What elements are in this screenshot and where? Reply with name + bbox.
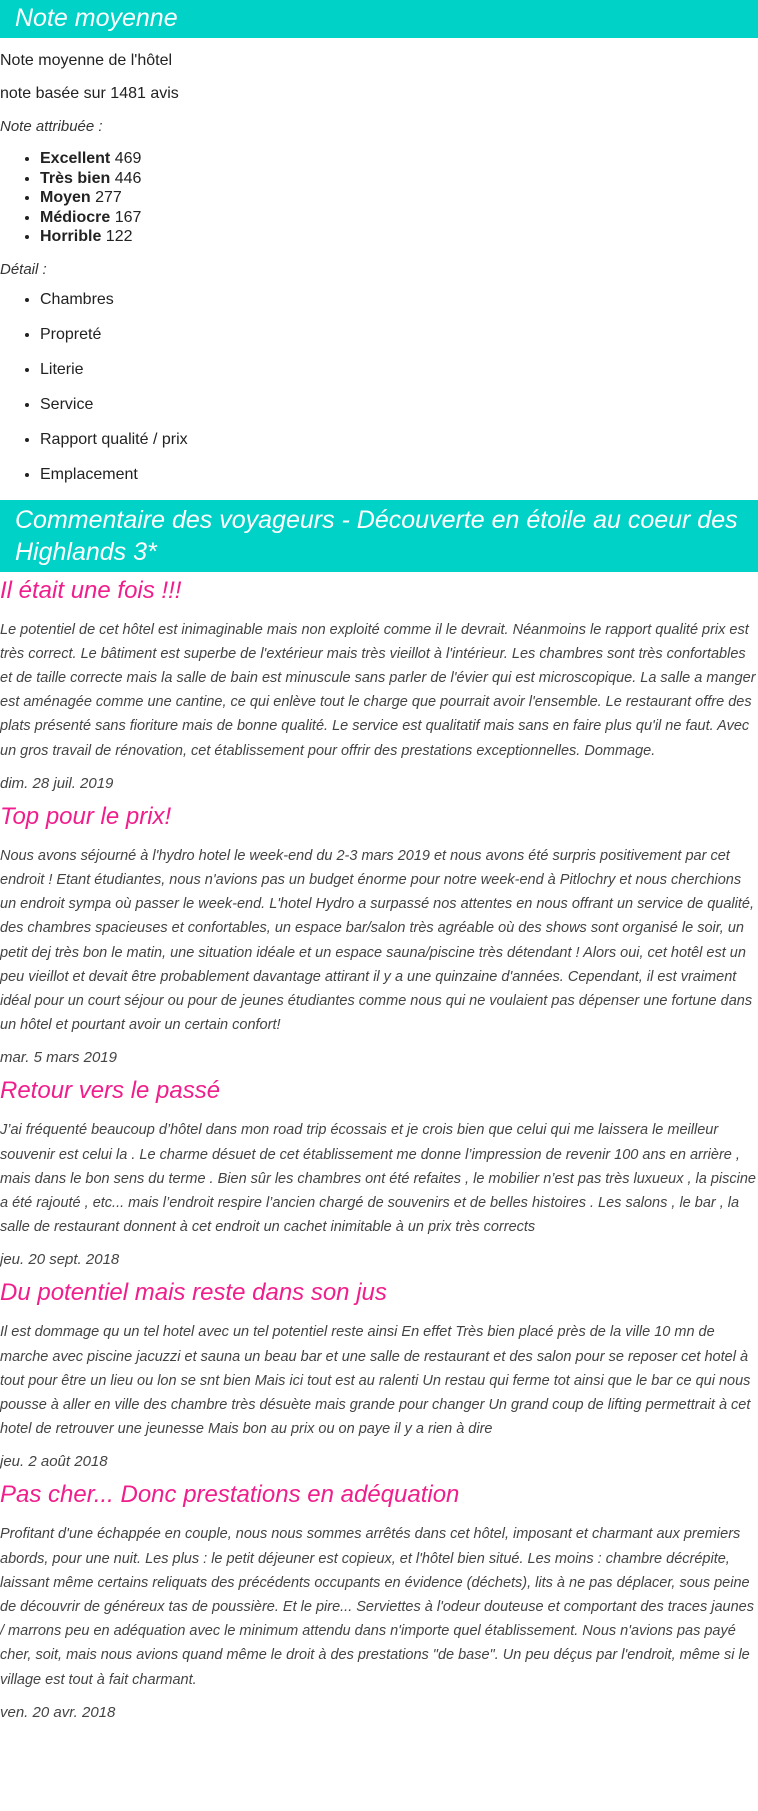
rating-count: 122 [105, 228, 133, 245]
rating-label: Horrible [40, 228, 102, 245]
attributed-rating-label: Note attribuée : [0, 118, 103, 135]
review-count: note basée sur 1481 avis [0, 85, 179, 102]
review-text: Il est dommage qu un tel hotel avec un tel potentiel reste ainsi En effet Très bien placé près de la ville 10 mn de marche avec piscine jacuzzi et sauna un beau bar et une salle de restaurant et des salon pour se reposer cet hotel à tout pour être un lieu ou lon se snt bien Mais ici tout est au ralenti Un restau qui ferme tot ainsi que le bar ce qui nous pousse à aller en ville des chambre très désuète mais grande pour changer Un grand coup de lifting permettrait à cet hotel de retrouver une jeunesse Mais bon au prix ou on paye il y a rien à dire [0, 1324, 751, 1438]
review-card [0, 802, 758, 1067]
rating-breakdown-list [0, 149, 758, 247]
detail-item: • Service [40, 395, 758, 430]
rating-item [40, 188, 758, 208]
rating-label: Médiocre [40, 208, 111, 226]
review-date: ven. 20 avr. 2018 [0, 1703, 116, 1721]
review-date: mar. 5 mars 2019 [0, 1049, 117, 1067]
rating-label: Moyen [40, 189, 91, 206]
detail-item: • Literie [40, 360, 758, 395]
review-date: dim. 28 juil. 2019 [0, 774, 114, 792]
rating-count: 469 [114, 150, 142, 167]
review-date: jeu. 2 août 2018 [0, 1453, 108, 1471]
review-card [0, 1278, 758, 1470]
detail-item: • Chambres [40, 290, 758, 325]
rating-item [40, 169, 758, 189]
review-card [0, 576, 758, 792]
detail-item: • Emplacement [40, 465, 758, 500]
review-text: Nous avons séjourné à l'hydro hotel le week-end du 2-3 mars 2019 et nous avons été surpris positivement par cet endroit ! Etant étudiantes, nous n'avions pas un budget énorme pour notre week-end à Pitlochry et nous cherchions un endroit sympa où passer le week-end. L'hotel Hydro a surpassé nos attentes en nous offrant un service de qualité, des chambres spacieuses et confortables, un espace bar/salon très agréable où des shows sont organisé le soir, un petit dej très bon le matin, une situation idéale et un espace sauna/piscine très détendant ! Alors oui, cet hotêl est un peu vieillot et devait être probablement davantage attirant il y a une quinzaine d'années. Cependant, il est vraiment idéal pour un court séjour ou pour de jeunes étudiantes comme nous qui ne voulaient pas dépenser une fortune dans un hôtel et pourtant avoir un certain confort! [0, 847, 754, 1034]
review-card [0, 1076, 758, 1268]
rating-label: Excellent [40, 150, 111, 167]
rating-count: 446 [114, 169, 142, 187]
section-header-comments: Commentaire des voyageurs - Découverte en étoile au coeur des Highlands 3* [0, 500, 758, 572]
rating-item [40, 208, 758, 228]
detail-item: • Rapport qualité / prix [40, 430, 758, 465]
review-title: Du potentiel mais reste dans son jus [0, 1279, 387, 1307]
rating-label: Très bien [40, 169, 111, 187]
review-date: jeu. 20 sept. 2018 [0, 1251, 120, 1269]
review-text: Profitant d'une échappée en couple, nous nous sommes arrêtés dans cet hôtel, imposant et charmant aux premiers abords, pour une nuit. Les plus : le petit déjeuner est copieux, et l'hôtel bien situé. Les moins : chambre décrépite, laissant même certains reliquats des précédents occupants en évidence (déchets), lits à ne pas déplacer, sous peine de découvrir de généreux tas de poussière. Et le pire... Serviettes à l'odeur douteuse et comportant des traces jaunes / marrons peu en adéquation avec le minimum attendu dans n'importe quel établissement. Nous n'avions pas payé cher, soit, mais nous avions quand même le droit à des prestations "de base". Un peu déçus par l'endroit, même si le village est tout à fait charmant. [0, 1526, 754, 1688]
rating-count: 167 [114, 208, 142, 226]
rating-item [40, 149, 758, 169]
detail-label: Détail : [0, 260, 47, 278]
rating-item [40, 227, 758, 247]
detail-criteria-list [0, 290, 758, 500]
review-title: Il était une fois !!! [0, 576, 182, 604]
review-title: Top pour le prix! [0, 802, 172, 830]
review-title: Pas cher... Donc prestations en adéquation [0, 1481, 460, 1509]
section-header-note-moyenne: Note moyenne [0, 0, 758, 38]
review-card [0, 1480, 758, 1720]
rating-count: 277 [95, 189, 122, 206]
review-text: J’ai fréquenté beaucoup d’hôtel dans mon road trip écossais et je crois bien que celui qui me laissera le meilleur souvenir est celui la . Le charme désuet de cet établissement me donne l’impression de revenir 100 ans en arrière , mais dans le bon sens du terme . Bien sûr les chambres ont été refaites , le mobilier n’est pas très luxueux , la piscine a été rajouté , etc... mais l’endroit respire l’ancien chargé de souvenirs et de belles histoires . Les salons , le bar , la salle de restaurant donnent à cet endroit un cachet inimitable à un prix très corrects [0, 1122, 756, 1236]
hotel-rating-label: Note moyenne de l'hôtel [0, 52, 173, 69]
review-text: Le potentiel de cet hôtel est inimaginable mais non exploité comme il le devrait. Néanmoins le rapport qualité prix est très correct. Le bâtiment est superbe de l'extérieur mais très vieillot à l'intérieur. Les chambres sont très confortables et de taille correcte mais la salle de bain est minuscule sans parler de l'évier qui est microscopique. La salle a manger est aménagée comme une cantine, ce qui enlève tout le charge que pourrait avoir l'ensemble. Le restaurant offre des plats présenté sans fioriture mais de bonne qualité. Le service est qualitatif mais sans en faire plus qu'il ne faut. Avec un gros travail de rénovation, cet établissement pour offrir des prestations exceptionnelles. Dommage. [0, 621, 756, 759]
review-title: Retour vers le passé [0, 1077, 221, 1105]
reviews-list [0, 572, 758, 1721]
detail-item: • Propreté [40, 325, 758, 360]
